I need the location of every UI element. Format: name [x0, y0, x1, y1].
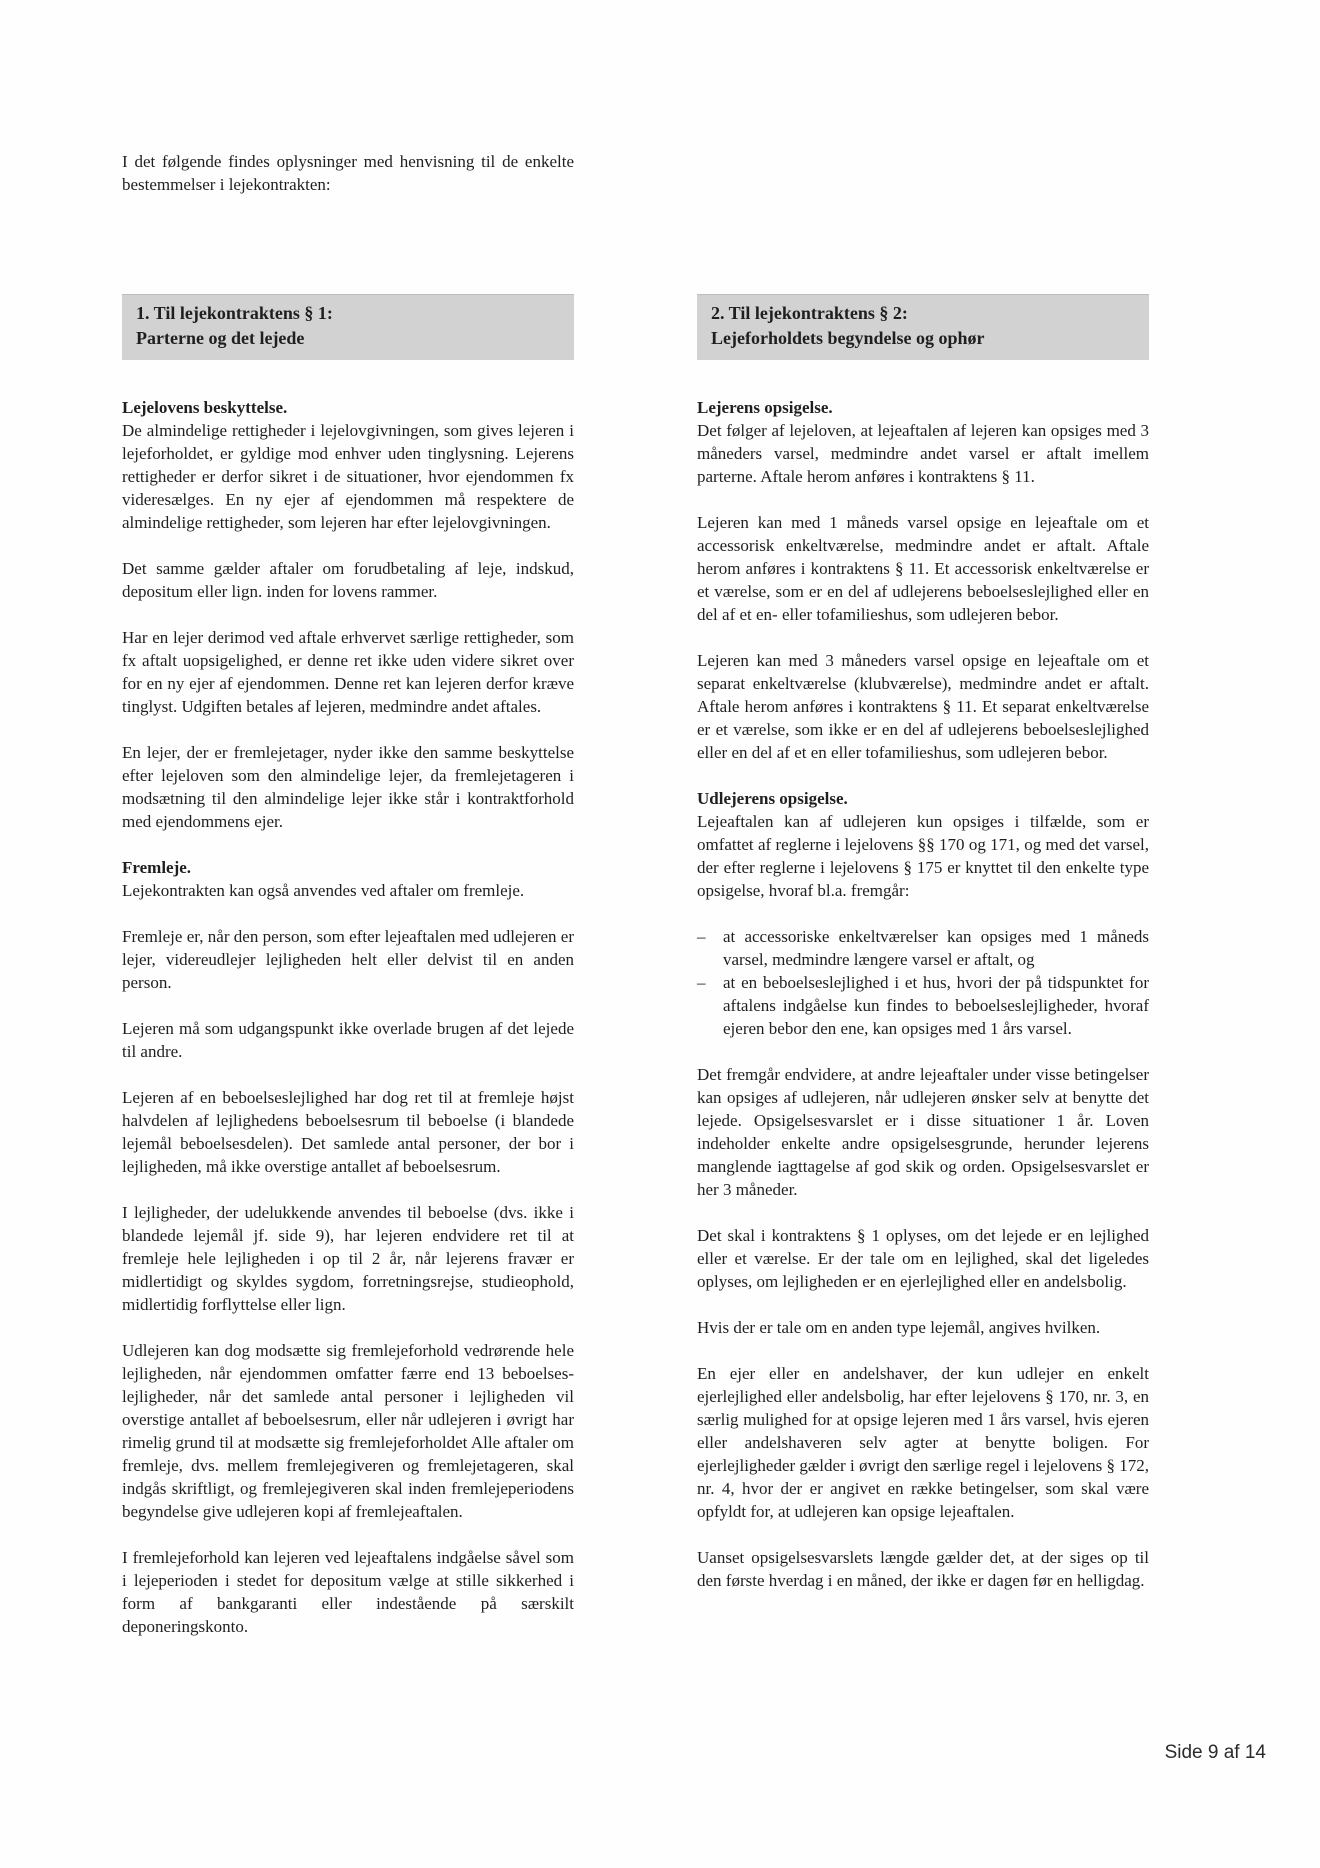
heading-udlejerens-opsigelse: Udlejerens opsigelse. [697, 789, 848, 808]
right-header-line1: 2. Til lejekontraktens § 2: [711, 303, 908, 323]
paragraph: Hvis der er tale om en anden type lejemål, angives hvilken. [697, 1318, 1101, 1337]
paragraph: Uanset opsigelsesvarslets længde gælder det, at der siges op til den første hverdag i en måned, der ikke er dagen før en helligdag. [697, 1548, 1149, 1590]
paragraph: Lejeren må som udgangspunkt ikke overlade brugen af det lejede til andre. [122, 1019, 574, 1061]
dash-list [697, 925, 1149, 1040]
paragraph: Har en lejer derimod ved aftale erhvervet særlige rettigheder, som fx aftalt uopsigelighed, er denne ret ikke uden videre sikret over for en ny ejer af ejendommen. Denne ret kan lejeren derfor kræve tinglyst. Udgiften betales af lejeren, medmindre andet aftales. [122, 628, 574, 716]
dash-icon: – [697, 973, 706, 992]
heading-lejelovens-beskyttelse: Lejelovens beskyttelse. [122, 398, 288, 417]
list-item [697, 971, 1149, 1040]
paragraph: I lejligheder, der udelukkende anvendes til beboelse (dvs. ikke i blandede lejemål jf. side 9), har lejeren endvidere ret til at fremleje hele lejligheden i op til 2 år, når lejerens fravær er midlertidigt og skyldes sygdom, forretningsrejse, studieophold, midlertidig forflyttelse eller lign. [122, 1203, 574, 1314]
page-number: Side 9 af 14 [1164, 1742, 1266, 1763]
left-section-header [122, 294, 574, 360]
left-header-line1: 1. Til lejekontraktens § 1: [136, 303, 333, 323]
heading-fremleje: Fremleje. [122, 858, 192, 877]
paragraph: I fremlejeforhold kan lejeren ved lejeaftalens indgåelse såvel som i lejeperioden i stedet for depositum vælge at stille sikkerhed i form af bankgaranti eller indestående på særskilt deponeringskonto. [122, 1548, 574, 1636]
right-section-header [697, 294, 1149, 360]
paragraph: Det samme gælder aftaler om forudbetaling af leje, indskud, depositum eller lign. inden for lovens rammer. [122, 559, 574, 601]
list-item-text: at en beboelseslejlighed i et hus, hvori der på tidspunktet for aftalens indgåelse kun findes to beboelseslejligheder, hvoraf ejeren bebor den ene, kan opsiges med 1 års varsel. [723, 973, 1149, 1038]
heading-lejerens-opsigelse: Lejerens opsigelse. [697, 398, 833, 417]
paragraph: Lejeren kan med 3 måneders varsel opsige en lejeaftale om et separat enkeltværelse (klubværelse), medmindre andet er aftalt. Aftale herom anføres i kontraktens § 11. Et separat enkeltværelse er et værelse, som ikke er en del af udlejerens beboelseslejlighed eller en del af et en eller tofamilieshus, som udlejeren bebor. [697, 651, 1149, 762]
two-column-layout [122, 294, 1150, 1661]
list-item-text: at accessoriske enkeltværelser kan opsiges med 1 måneds varsel, medmindre længere varsel er aftalt, og [723, 927, 1149, 969]
right-header-line2: Lejeforholdets begyndelse og ophør [711, 328, 985, 348]
paragraph: Lejeren kan med 1 måneds varsel opsige en lejeaftale om et accessorisk enkeltværelse, medmindre andet er aftalt. Aftale herom anføres i kontraktens § 11. Et accessorisk enkeltværelse er et værelse, som er en del af udlejerens beboelseslejlighed eller en del af et en- eller tofamilieshus, som udlejeren bebor. [697, 513, 1149, 624]
paragraph: Lejeren af en beboelseslejlighed har dog ret til at fremleje højst halvdelen af lejlighedens beboelsesrum til beboelse (i blandede lejemål beboelsesdelen). Det samlede antal personer, der bor i lejligheden, må ikke overstige antallet af beboelsesrum. [122, 1088, 574, 1176]
page-content [122, 150, 1150, 1661]
paragraph: Lejeaftalen kan af udlejeren kun opsiges i tilfælde, som er omfattet af reglerne i lejelovens §§ 170 og 171, og med det varsel, der efter reglerne i lejelovens § 175 er knyttet til den enkelte type opsigelse, hvoraf bl.a. fremgår: [697, 812, 1149, 900]
paragraph: Det følger af lejeloven, at lejeaftalen af lejeren kan opsiges med 3 måneders varsel, medmindre andet varsel er aftalt imellem parterne. Aftale herom anføres i kontraktens § 11. [697, 421, 1149, 486]
paragraph: Det fremgår endvidere, at andre lejeaftaler under visse betingelser kan opsiges af udlejeren, når udlejeren ønsker selv at benytte det lejede. Opsigelsesvarslet er i disse situationer 1 år. Loven indeholder enkelte andre opsigelsesgrunde, herunder lejerens manglende iagttagelse af god skik og orden. Opsigelsesvarslet er her 3 måneder. [697, 1065, 1149, 1199]
left-column [122, 294, 574, 1661]
left-header-line2: Parterne og det lejede [136, 328, 305, 348]
paragraph: Udlejeren kan dog modsætte sig fremlejeforhold vedrørende hele lejligheden, når ejendommen omfatter færre end 13 beboelses-lejligheder, når det samlede antal personer i lejligheden vil overstige antallet af beboelsesrum, eller når udlejeren i øvrigt har rimelig grund til at modsætte sig fremlejeforholdet Alle aftaler om fremleje, dvs. mellem fremlejegiveren og fremlejetageren, skal indgås skriftligt, og fremlejegiveren skal inden fremlejeperiodens begyndelse give udlejeren kopi af fremlejeaftalen. [122, 1341, 574, 1521]
dash-icon: – [697, 927, 706, 946]
intro-text: I det følgende findes oplysninger med henvisning til de enkelte bestemmelser i lejekontrakten: [122, 152, 574, 194]
paragraph: Lejekontrakten kan også anvendes ved aftaler om fremleje. [122, 881, 525, 900]
list-item [697, 925, 1149, 971]
paragraph: En lejer, der er fremlejetager, nyder ikke den samme beskyttelse efter lejeloven som den almindelige lejer, da fremlejetageren i modsætning til den almindelige lejer ikke står i kontraktforhold med ejendommens ejer. [122, 743, 574, 831]
paragraph: Det skal i kontraktens § 1 oplyses, om det lejede er en lejlighed eller et værelse. Er der tale om en lejlighed, skal det ligeledes oplyses, om lejligheden er en ejerlejlighed eller en andelsbolig. [697, 1226, 1149, 1291]
paragraph: En ejer eller en andelshaver, der kun udlejer en enkelt ejerlejlighed eller andelsbolig, har efter lejelovens § 170, nr. 3, en særlig mulighed for at opsige lejeren med 1 års varsel, hvis ejeren eller andelshaveren selv agter at benytte boligen. For ejerlejligheder gælder i øvrigt den særlige regel i lejelovens § 172, nr. 4, hvor der er angivet en række betingelser, som skal være opfyldt for, at udlejeren kan opsige lejeaftalen. [697, 1364, 1149, 1521]
paragraph: De almindelige rettigheder i lejelovgivningen, som gives lejeren i lejeforholdet, er gyldige mod enhver uden tinglysning. Lejerens rettigheder er derfor sikret i de situationer, hvor ejendommen fx videresælges. En ny ejer af ejendommen må respektere de almindelige rettigheder, som lejeren har efter lejelovgivningen. [122, 421, 574, 532]
paragraph: Fremleje er, når den person, som efter lejeaftalen med udlejeren er lejer, videreudlejer lejligheden helt eller delvist til en anden person. [122, 927, 574, 992]
right-column [697, 294, 1149, 1661]
